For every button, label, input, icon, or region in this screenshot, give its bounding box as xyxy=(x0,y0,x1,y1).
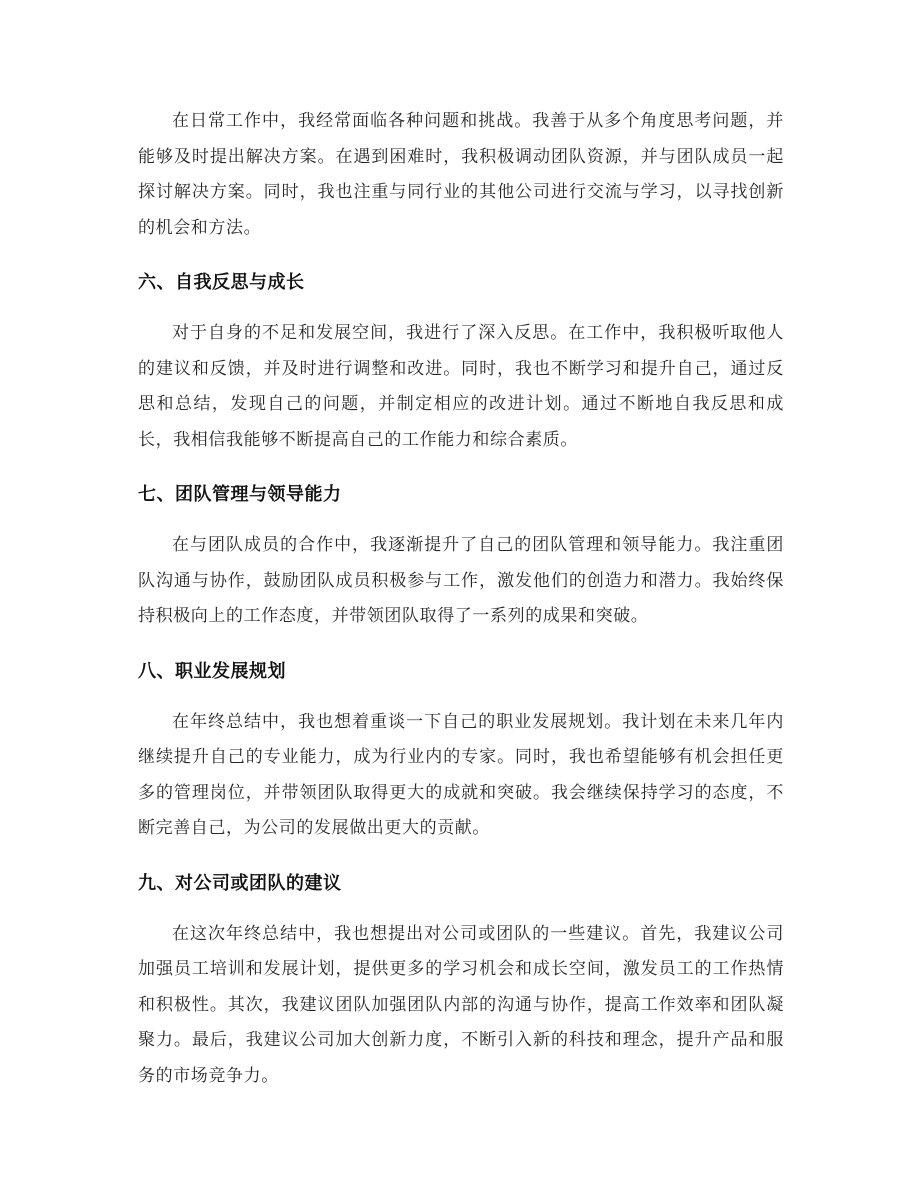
document-body xyxy=(138,104,784,1094)
spacer xyxy=(138,246,784,268)
spacer xyxy=(138,458,784,480)
intro-paragraph: 在日常工作中，我经常面临各种问题和挑战。我善于从多个角度思考问题，并能够及时提出解决方案。在遇到困难时，我积极调动团队资源，并与团队成员一起探讨解决方案。同时，我也注重与同行业的其他公司进行交流与学习，以寻找创新的机会和方法。 xyxy=(138,111,784,238)
section-heading-7: 七、团队管理与领导能力 xyxy=(138,484,342,505)
section-paragraph-9: 在这次年终总结中，我也想提出对公司或团队的一些建议。首先，我建议公司加强员工培训和发展计划，提供更多的学习机会和成长空间，激发员工的工作热情和积极性。其次，我建议团队加强团队内部的沟通与协作，提高工作效率和团队凝聚力。最后，我建议公司加大创新力度，不断引入新的科技和理念，提升产品和服务的市场竞争力。 xyxy=(138,923,784,1086)
section-paragraph-6: 对于自身的不足和发展空间，我进行了深入反思。在工作中，我积极听取他人的建议和反馈，并及时进行调整和改进。同时，我也不断学习和提升自己，通过反思和总结，发现自己的问题，并制定相应的改进计划。通过不断地自我反思和成长，我相信我能够不断提高自己的工作能力和综合素质。 xyxy=(138,323,784,450)
spacer xyxy=(138,847,784,869)
spacer xyxy=(138,687,784,705)
section-heading-9: 九、对公司或团队的建议 xyxy=(138,872,342,894)
spacer xyxy=(138,899,784,917)
section-paragraph-8: 在年终总结中，我也想着重谈一下自己的职业发展规划。我计划在未来几年内继续提升自己的专业能力，成为行业内的专家。同时，我也希望能够有机会担任更多的管理岗位，并带领团队取得更大的成就和突破。我会继续保持学习的态度，不断完善自己，为公司的发展做出更大的贡献。 xyxy=(138,711,784,838)
section-paragraph-7: 在与团队成员的合作中，我逐渐提升了自己的团队管理和领导能力。我注重团队沟通与协作，鼓励团队成员积极参与工作，激发他们的创造力和潜力。我始终保持积极向上的工作态度，并带领团队取得了一系列的成果和突破。 xyxy=(138,535,784,626)
spacer xyxy=(138,298,784,316)
section-heading-6: 六、自我反思与成长 xyxy=(138,272,305,293)
spacer xyxy=(138,635,784,657)
section-heading-8: 八、职业发展规划 xyxy=(138,660,286,682)
spacer xyxy=(138,510,784,528)
